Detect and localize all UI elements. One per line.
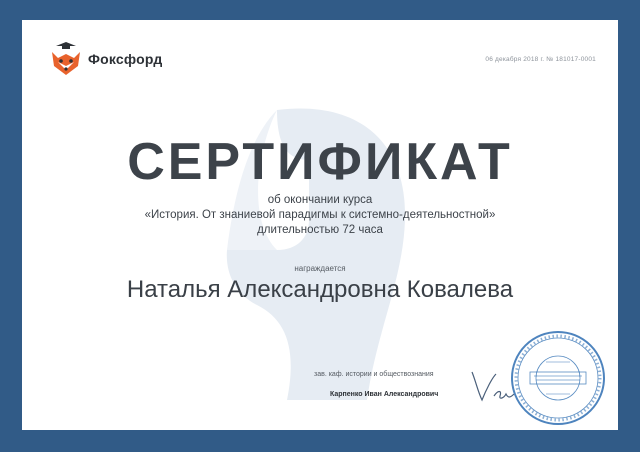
fox-icon <box>48 42 84 76</box>
certificate-title: СЕРТИФИКАТ <box>127 133 513 191</box>
awarded-label: награждается <box>294 264 346 273</box>
recipient-name: Наталья Александровна Ковалева <box>126 276 514 303</box>
official-stamp <box>508 328 608 428</box>
certificate-sheet <box>22 20 618 430</box>
course-duration: длительностью 72 часа <box>257 224 383 236</box>
course-name: «История. От знаниевой парадигмы к системно-деятельностной» <box>144 209 496 221</box>
certificate-number: 06 декабря 2018 г. № 181017-0001 <box>485 56 596 63</box>
course-intro: об окончании курса <box>267 194 373 206</box>
signer-role: зав. каф. истории и обществознания <box>314 371 434 378</box>
brand-name: Фоксфорд <box>88 51 163 67</box>
foxford-logo <box>48 42 162 76</box>
signer-name: Карпенко Иван Александрович <box>330 391 439 398</box>
